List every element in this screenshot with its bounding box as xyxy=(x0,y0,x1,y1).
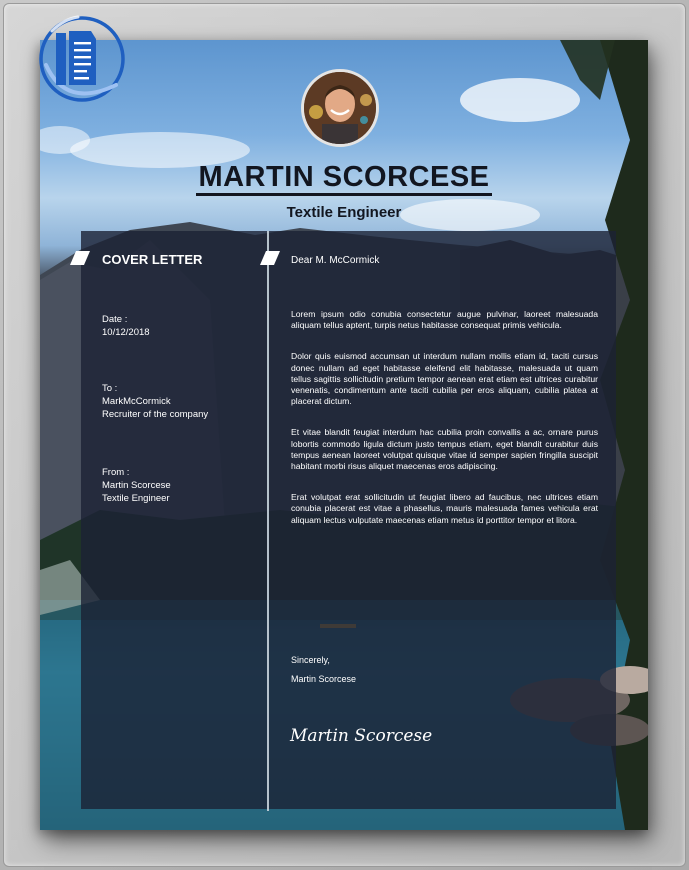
letter-paragraph: Et vitae blandit feugiat interdum hac cubilia proin convallis a ac, ornare purus lobortis commodo ligula dictum justo tempus etiam, eget blandit curabitur duis tempus aenean laoreet volutpat quisque vitae id semper sapien fringilla suscipit habitant morbi risus aliquet maecenas eros adipiscing. xyxy=(291,427,598,472)
letter-greeting: Dear M. McCormick xyxy=(291,255,380,266)
candidate-job-title: Textile Engineer xyxy=(286,204,402,221)
closing-phrase: Sincerely, xyxy=(291,655,330,665)
recipient-name: MarkMcCormick xyxy=(102,396,171,407)
parallelogram-tag-icon xyxy=(70,251,90,265)
from-label: From : xyxy=(102,467,130,478)
letter-paragraph: Dolor quis euismod accumsan ut interdum nullam mollis etiam id, taciti cursus donec nullam ad eget habitasse eleifend elit habitasse, malesuada ut quam tellus sagittis sollicitudin pretium tempor aenean erat etiam est ultrices curabitur venenatis, condimentum ante taciti cubilia per eros aliquam, cubilia platea at placerat dictum. xyxy=(291,351,598,407)
letter-paragraph: Erat volutpat erat sollicitudin ut feugiat libero ad faucibus, nec ultrices etiam conubia placerat est vitae a phasellus, mauris malesuada fames vehicula erat aliquam lectus vulputate maecenas etiam metus id porttitor tempor et litora. xyxy=(291,492,598,525)
date-label: Date : xyxy=(102,314,128,325)
date-block xyxy=(102,313,150,339)
sender-name: Martin Scorcese xyxy=(102,480,171,491)
signature: Martin Scorcese xyxy=(290,726,433,746)
letter-closing xyxy=(291,651,356,689)
vertical-divider xyxy=(267,231,269,811)
cover-letter-heading: COVER LETTER xyxy=(102,252,203,267)
profile-photo xyxy=(301,69,379,147)
date-value: 10/12/2018 xyxy=(102,327,150,338)
candidate-name: MARTIN SCORCESE xyxy=(40,161,648,194)
recipient-block xyxy=(102,382,208,421)
parallelogram-tag-icon xyxy=(260,251,280,265)
cover-letter-page xyxy=(40,40,648,830)
document-logo-icon xyxy=(36,9,132,111)
sender-role: Textile Engineer xyxy=(102,493,170,504)
sender-block xyxy=(102,466,171,505)
letter-paragraph: Lorem ipsum odio conubia consectetur augue pulvinar, laoreet malesuada aliquam tellus aptent, turpis netus habitasse consequat primis vehicula. xyxy=(291,309,598,331)
to-label: To : xyxy=(102,383,118,394)
closing-name: Martin Scorcese xyxy=(291,674,357,684)
letter-body xyxy=(291,309,598,546)
recipient-role: Recruiter of the company xyxy=(102,409,209,420)
